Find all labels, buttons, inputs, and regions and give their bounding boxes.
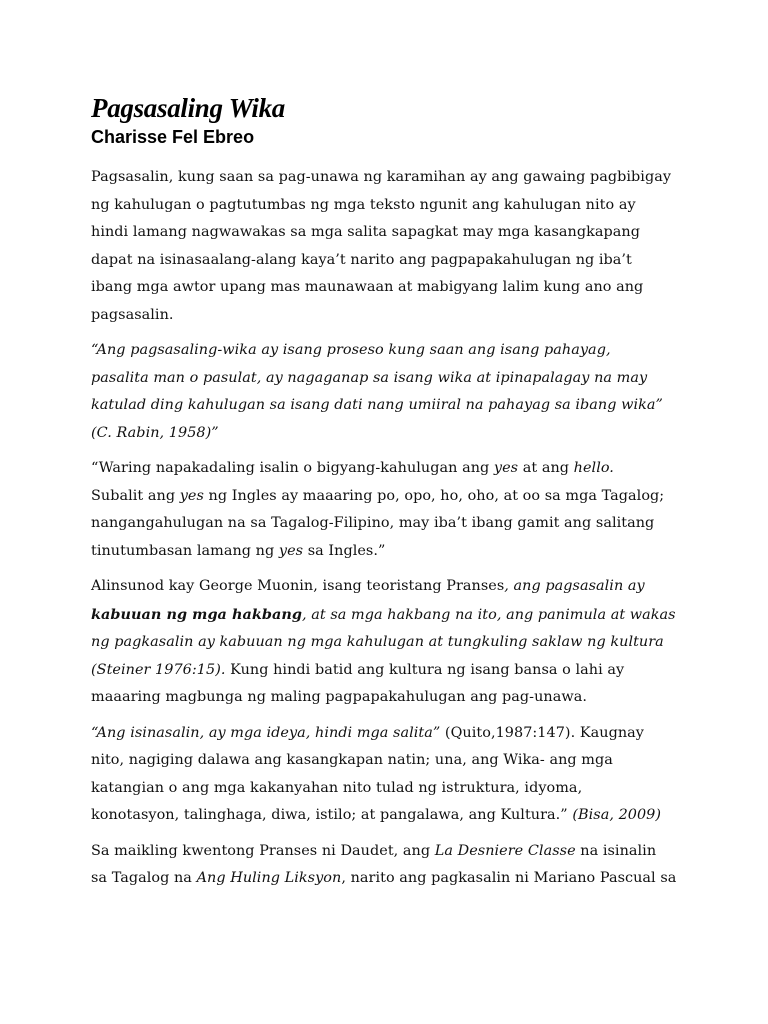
text-line xyxy=(91,455,681,483)
text-line: ng kahulugan o pagtutumbas ng mga teksto ngunit ang kahulugan nito ay xyxy=(91,196,636,213)
text-run: na isinalin xyxy=(575,842,657,859)
text-line: maaaring magbunga ng maling pagpapakahulugan ang pag-unawa. xyxy=(91,689,587,705)
citation: (Bisa, 2009) xyxy=(572,807,662,823)
text-line xyxy=(91,538,681,566)
paragraph-quito xyxy=(91,720,681,830)
text-run: “Waring napakadaling isalin o bigyang-kahulugan ang xyxy=(91,460,494,476)
text-line: “Ang pagsasaling-wika ay isang proseso kung saan ang isang pahayag, xyxy=(91,342,611,358)
text-run: sa Ingles.” xyxy=(303,542,386,559)
paragraph-intro xyxy=(91,164,681,329)
italic-term: hello. xyxy=(573,460,614,476)
italic-title: Ang Huling Liksyon xyxy=(196,870,342,886)
text-line: (C. Rabin, 1958)” xyxy=(91,424,219,441)
text-line: dapat na isinasaalang-alang kaya’t narito ang pagpapakahulugan ng iba’t xyxy=(91,251,632,268)
text-run: konotasyon, talinghaga, diwa, istilo; at pangalawa, ang Kultura.” xyxy=(91,807,573,823)
text-run: , narito ang pagkasalin ni Mariano Pascual sa xyxy=(341,870,677,886)
text-line xyxy=(91,573,681,601)
paragraph-yes-hello xyxy=(91,455,681,565)
text-line: hindi lamang nagwawakas sa mga salita sapagkat may mga kasangkapang xyxy=(91,224,640,240)
text-line: ibang mga awtor upang mas maunawaan at mabigyang lalim kung ano ang xyxy=(91,279,644,295)
italic-run: , at sa mga hakbang na ito, ang panimula at wakas xyxy=(302,606,676,623)
document-title: Pagsasaling Wika xyxy=(91,93,285,123)
text-line: nito, nagiging dalawa ang kasangkapan natin; una, ang Wika- ang mga xyxy=(91,752,613,768)
text-run: at ang xyxy=(518,460,574,476)
paragraph-daudet xyxy=(91,838,681,893)
text-line: katangian o ang mga kakanyahan nito tulad ng istruktura, idyoma, xyxy=(91,779,583,796)
paragraph-muonin xyxy=(91,573,681,712)
text-line: pagsasalin. xyxy=(91,306,174,323)
text-line xyxy=(91,601,681,630)
text-line: katulad ding kahulugan sa isang dati nang umiiral na pahayag sa ibang wika” xyxy=(91,397,663,413)
document-author: Charisse Fel Ebreo xyxy=(91,127,255,147)
text-run: (Quito,1987:147). Kaugnay xyxy=(440,724,644,741)
text-run: Sa maikling kwentong Pranses ni Daudet, ang xyxy=(91,842,435,859)
text-line: nangangahulugan na sa Tagalog-Filipino, may iba’t ibang gamit ang salitang xyxy=(91,515,655,531)
text-line xyxy=(91,483,681,511)
text-line xyxy=(91,802,681,830)
text-line xyxy=(91,865,681,893)
italic-quote: “Ang isinasalin, ay mga ideya, hindi mga salita” xyxy=(91,724,441,741)
italic-term: yes xyxy=(493,460,519,476)
text-line: ng pagkasalin ay kabuuan ng mga kahulugan at tungkuling saklaw ng kultura xyxy=(91,634,664,650)
text-run: Kung hindi batid ang kultura ng isang bansa o lahi ay xyxy=(225,661,625,678)
citation: (Steiner 1976:15). xyxy=(91,661,226,678)
italic-run: , ang pagsasalin ay xyxy=(504,578,645,594)
text-run: Alinsunod kay George Muonin, isang teoristang Pranses xyxy=(91,578,505,594)
quote-rabin xyxy=(91,337,681,447)
text-line xyxy=(91,657,681,685)
text-run: Subalit ang xyxy=(91,487,180,504)
italic-term: yes xyxy=(179,487,204,504)
text-line: Pagsasalin, kung saan sa pag-unawa ng karamihan ay ang gawaing pagbibigay xyxy=(91,169,672,185)
text-run: ng Ingles ay maaaring po, opo, ho, oho, at oo sa mga Tagalog; xyxy=(203,487,665,504)
text-line: pasalita man o pasulat, ay nagaganap sa isang wika at ipinapalagay na may xyxy=(91,369,648,386)
italic-title: La Desniere Classe xyxy=(434,842,576,859)
italic-term: yes xyxy=(278,542,304,559)
text-line xyxy=(91,838,681,866)
bold-italic-term: kabuuan ng mga hakbang xyxy=(91,605,303,623)
text-run: tinutumbasan lamang ng xyxy=(91,542,279,559)
text-line xyxy=(91,720,681,748)
document-page xyxy=(91,92,681,901)
text-run: sa Tagalog na xyxy=(91,870,197,886)
